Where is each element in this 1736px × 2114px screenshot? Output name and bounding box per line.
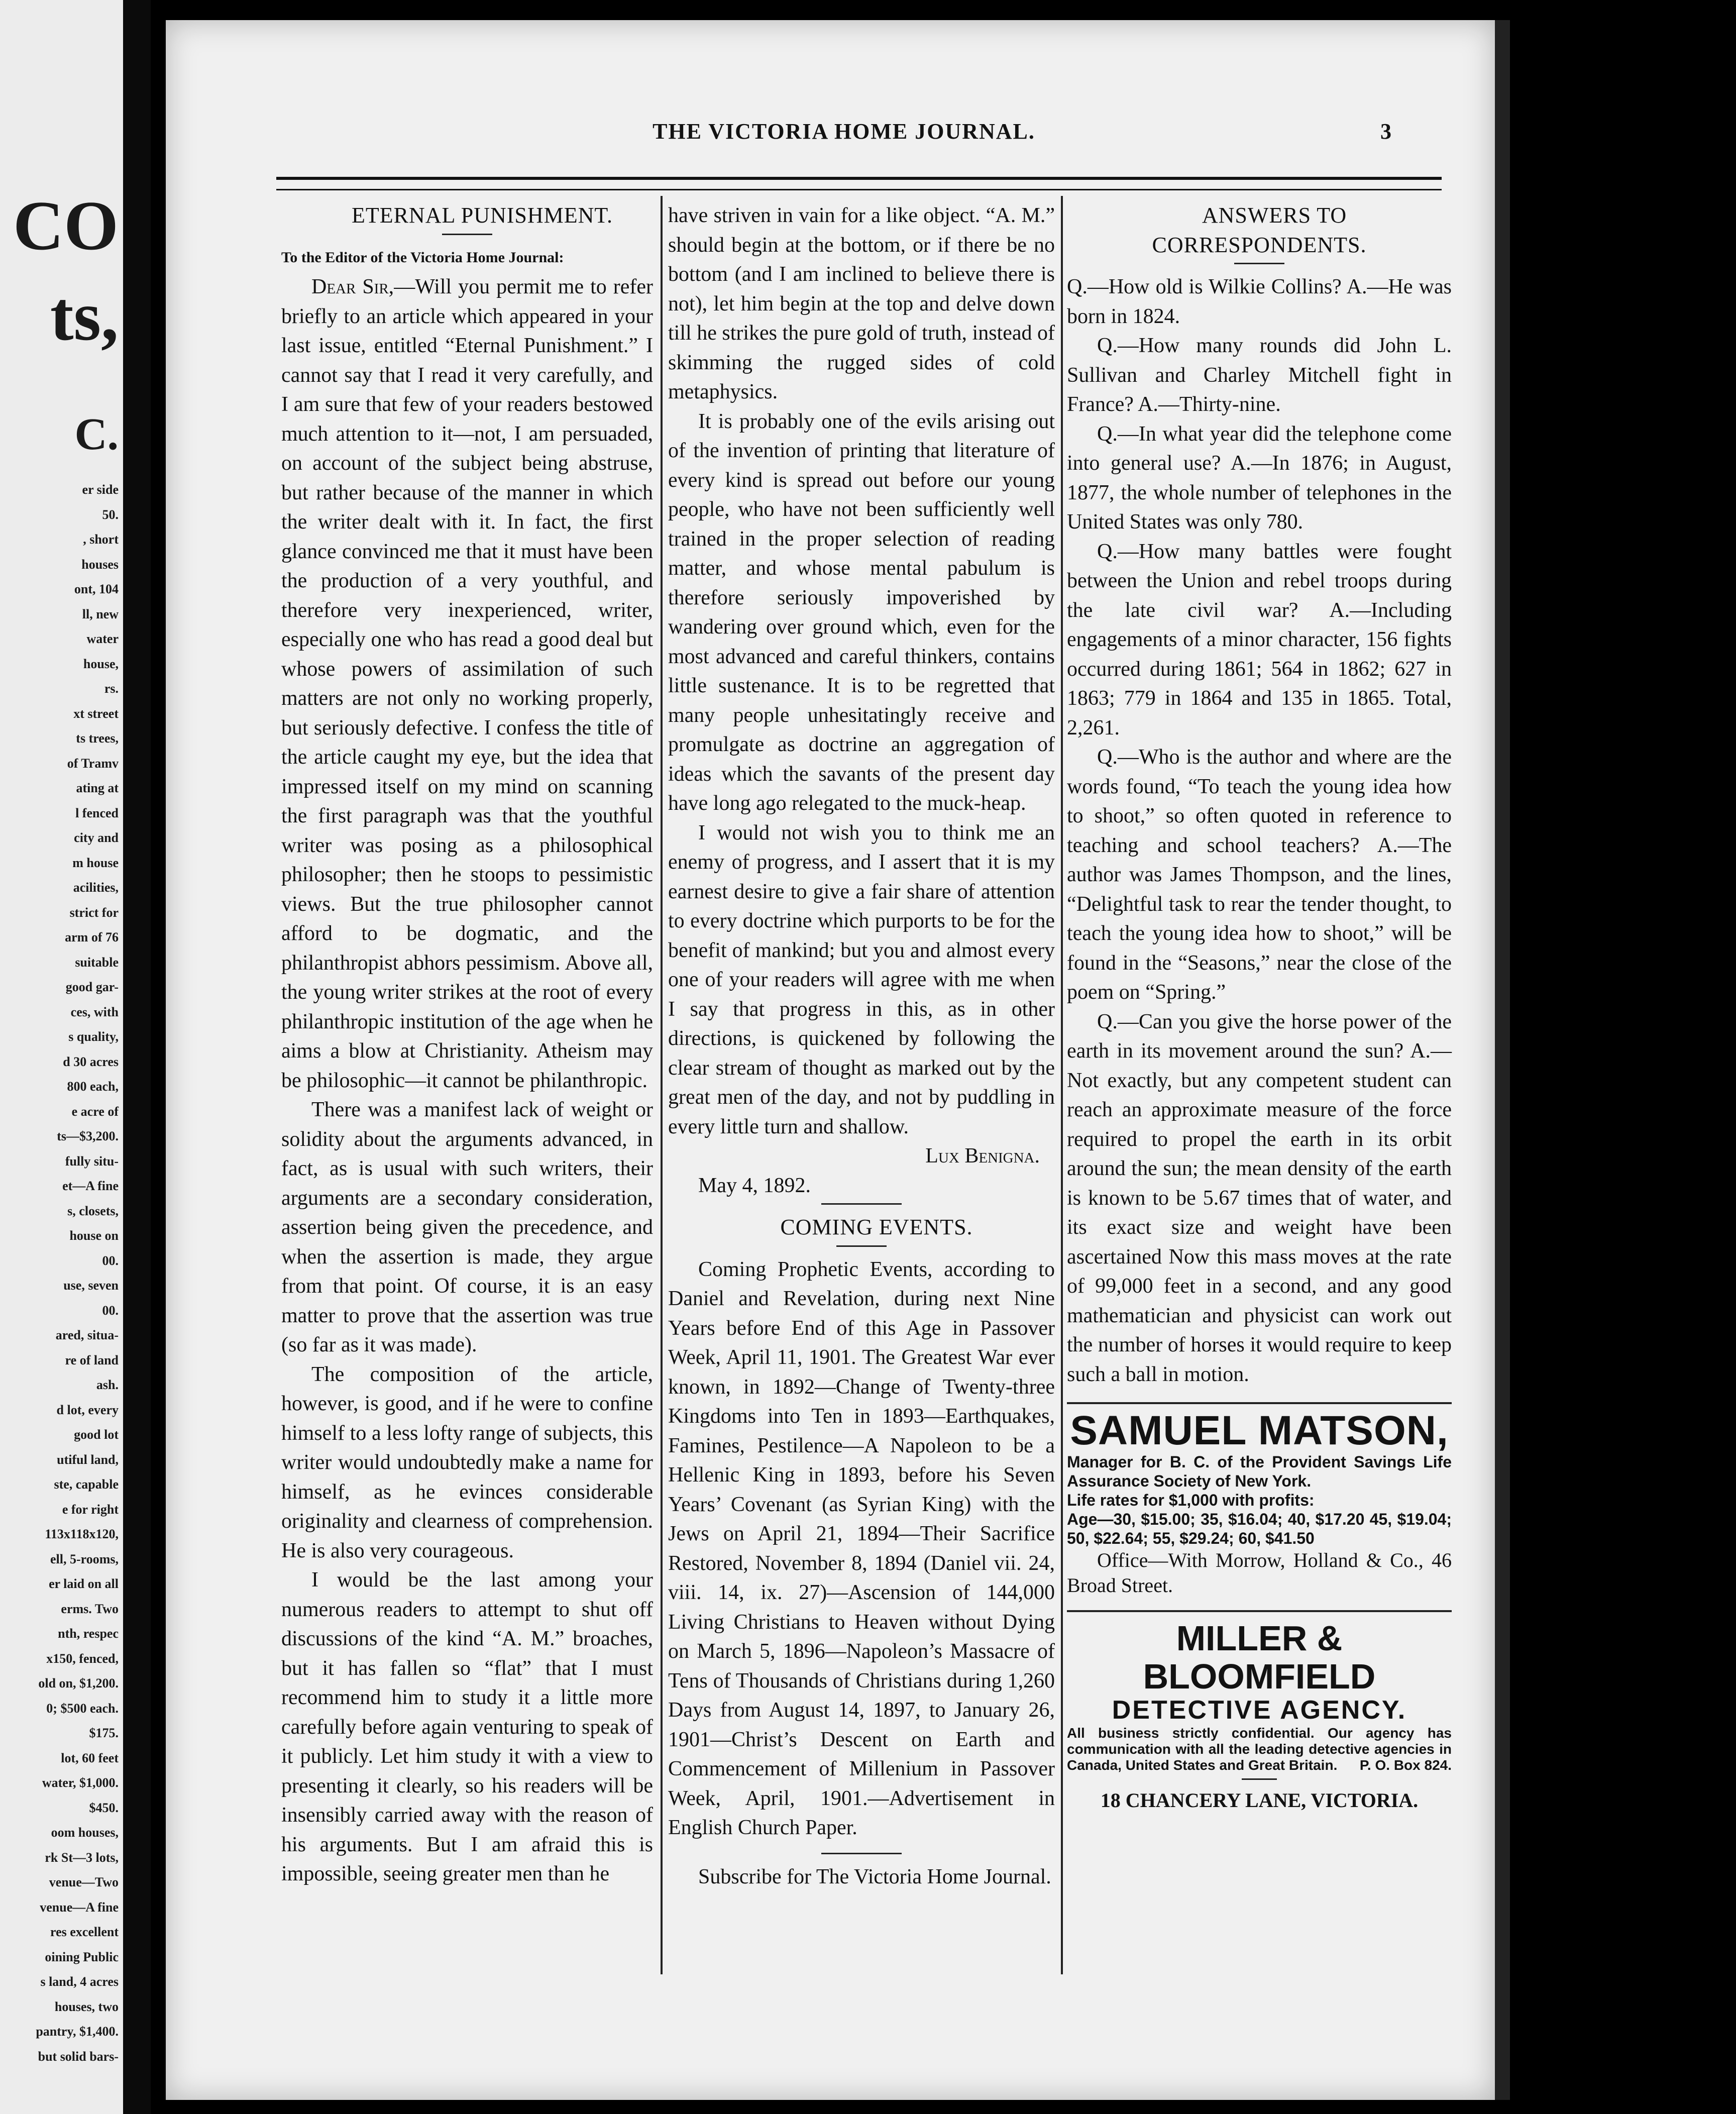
fragment-line: good lot (74, 1427, 119, 1442)
article-paragraph: There was a manifest lack of weight or solidity about the arguments advanced, in fact, as is usual with such writers, their arguments are a secondary consideration, assertion being given the precedence, and when the assertion is made, they argue from that point. Of course, it is an easy matter to prove that the assertion was true (so far as it was made). (281, 1098, 653, 1356)
fragment-line: $450. (89, 1800, 119, 1815)
column-middle (668, 201, 1055, 1891)
subscribe-notice: Subscribe for The Victoria Home Journal. (698, 1865, 1051, 1888)
fragment-line: use, seven (63, 1278, 119, 1293)
fragment-line: 00. (102, 1253, 119, 1268)
fragment-line: good gar- (65, 980, 119, 994)
section-rule (821, 1203, 902, 1205)
article-paragraph: have striven in vain for a like object. “A. M.” should begin at the bottom, or if there be no bottom (and I am inclined to believe there is not), let him begin at the top and delve down till he strikes the pure gold of truth, instead of skimming the rugged sides of cold metaphysics. (668, 204, 1055, 403)
fragment-line: d lot, every (56, 1402, 119, 1417)
article-paragraph: I would not wish you to think me an enemy of progress, and I assert that it is my earnest desire to give a fair share of attention to every doctrine which purports to be for the benefit of mankind; but you and almost every one of your readers will agree with me when I say that progress in this, as in other directions, is quickened by following the clear stream of thought as marked out by the great men of the day, and not by puddling in every little turn and shallow. (668, 821, 1055, 1138)
fragment-line: rk St—3 lots, (45, 1850, 119, 1865)
advertisement-matson (1067, 1402, 1452, 1598)
fragment-line: rs. (104, 681, 119, 696)
fragment-line: old on, $1,200. (38, 1676, 119, 1690)
fragment-line: ont, 104 (74, 582, 119, 596)
fragment-line: e for right (62, 1502, 119, 1517)
fragment-line: 00. (102, 1303, 119, 1318)
dateline: May 4, 1892. (698, 1174, 811, 1197)
column-answers (1067, 201, 1452, 1815)
fragment-line: 800 each, (67, 1079, 119, 1094)
fragment-line: venue—Two (49, 1875, 119, 1889)
fragment-line: d 30 acres (63, 1054, 119, 1069)
fragment-line: re of land (65, 1352, 119, 1367)
fragment-line: s, closets, (67, 1203, 119, 1218)
fragment-line: suitable (75, 955, 119, 970)
fragment-line: strict for (69, 905, 119, 920)
fragment-line: pantry, $1,400. (36, 2024, 119, 2039)
column-eternal-punishment (281, 201, 653, 1889)
fragment-line: ating at (76, 781, 119, 795)
fragment-line: x150, fenced, (46, 1651, 119, 1666)
section-rule (821, 1853, 902, 1854)
fragment-line: ll, new (82, 606, 119, 621)
ad-rule (1242, 1778, 1277, 1780)
adjacent-page-fragment (0, 0, 151, 2114)
qa-item: Q.—In what year did the telephone come into general use? A.—In 1876; in August, 1877, the whole number of telephones in the United States was only 780. (1067, 422, 1452, 534)
fragment-heading-line: ts, (50, 277, 119, 355)
running-head: THE VICTORIA HOME JOURNAL. (653, 119, 1035, 144)
page-edge (1495, 20, 1510, 2100)
fragment-line: houses (81, 557, 119, 572)
fragment-line: , short (83, 532, 119, 547)
fragment-line: house, (83, 656, 119, 671)
fragment-line: er laid on all (49, 1576, 119, 1591)
ad-po-box: P. O. Box 824. (1359, 1757, 1452, 1773)
article-paragraph: I would be the last among your numerous readers to attempt to shut off discussions of the kind “A. M.” broaches, but it has fallen so “flat” that I must recommend him to study it a little more carefully before again venturing to speak of it publicly. Let him study it with a view to presenting it clearly, so his readers will be insensibly carried away with the reason of his arguments. But I am afraid this is impossible, seeing greater men than he (281, 1568, 653, 1885)
page-number: 3 (1380, 119, 1391, 144)
fragment-line: ts—$3,200. (57, 1129, 119, 1143)
ad-line: Manager for B. C. of the Provident Savings Life Assurance Society of New York. (1067, 1453, 1452, 1490)
article-paragraph: It is probably one of the evils arising out of the invention of printing that literature of every kind is spread out before our young people, who have not been sufficiently well trained in the proper selection of reading matter, and whose mental pabulum is therefore seriously impoverished by wandering over ground which, even for the most advanced and careful thinkers, contains little sustenance. It is to be regretted that many people unhesitatingly receive and promulgate as doctrine an aggregation of ideas which the savants of the present day have long ago relegated to the muck-heap. (668, 409, 1055, 815)
fragment-line: ash. (96, 1378, 119, 1392)
fragment-line: acilities, (73, 880, 119, 895)
fragment-line: lot, 60 feet (61, 1750, 119, 1765)
fragment-line: 113x118x120, (45, 1527, 119, 1541)
article-paragraph: The composition of the article, however, is good, and if he were to confine himself to a less lofty range of subjects, this writer would undoubtedly make a name for himself, as he evinces considerable originality and clearness of comprehension. He is also very courageous. (281, 1362, 653, 1562)
headline-rule (442, 234, 492, 235)
fragment-line: ell, 5-rooms, (50, 1551, 119, 1566)
coming-events-headline: COMING EVENTS. (780, 1215, 973, 1239)
ad-subtitle: DETECTIVE AGENCY. (1112, 1696, 1407, 1725)
ad-title: MILLER & BLOOMFIELD (1143, 1619, 1376, 1696)
fragment-line: ces, with (70, 1004, 119, 1019)
fragment-line: l fenced (75, 805, 119, 820)
coming-events-text: Coming Prophetic Events, according to Daniel and Revelation, during next Nine Years before End of this Age in Passover Week, April 11, 1901. The Greatest War ever known, in 1892—Change of Twenty-three Kingdoms into Ten in 1893—Earthquakes, Famines, Pestilence—A Napoleon to be a Hellenic King in 1893, before his Seven Years’ Covenant (as Syrian King) with the Jews on April 21, 1894—Their Sacrifice Restored, November 8, 1894 (Daniel vii. 24, viii. 14, ix. 27)—Ascension of 144,000 Living Christians to Heaven without Dying on March 5, 1896—Napoleon’s Massacre of Tens of Thousands of Christians during 1,260 Days from August 14, 1897, to January 26, 1901—Christ’s Descent on Earth and Commencement of Millenium in Passover Week, April, 1901.—Advertisement in English Church Paper. (668, 1257, 1055, 1839)
qa-item: Q.—Who is the author and where are the words found, “To teach the young idea how to shoot,” so often quoted in reference to teaching and school teachers? A.—The author was James Thompson, and the lines, “Delightful task to rear the tender thought, to teach the young idea how to shoot,” will be found in the “Seasons,” near the close of the poem on “Spring.” (1067, 746, 1452, 1004)
headline-rule (1234, 263, 1284, 264)
answers-headline: ANSWERS TO CORRESPONDENTS. (1152, 203, 1367, 257)
fragment-line: fully situ- (65, 1153, 119, 1169)
article-paragraph (281, 272, 653, 1095)
column-rule (1061, 196, 1063, 1974)
fragment-line: er side (82, 482, 119, 497)
fragment-line: et—A fine (62, 1179, 119, 1193)
fragment-line: ts trees, (76, 731, 119, 746)
fragment-line: water, $1,000. (42, 1775, 119, 1790)
qa-item: Q.—How old is Wilkie Collins? A.—He was born in 1824. (1067, 275, 1452, 328)
advertisement-miller-bloomfield (1067, 1610, 1452, 1815)
headline-rule (836, 1245, 887, 1247)
fragment-line: nth, respec (58, 1626, 119, 1641)
fragment-line: $175. (89, 1726, 119, 1740)
fragment-line: house on (69, 1228, 119, 1243)
signature: Lux Benigna. (925, 1144, 1040, 1168)
fragment-line: but solid bars- (38, 2049, 119, 2064)
fragment-line: 50. (102, 507, 119, 522)
fragment-line: s quality, (68, 1029, 119, 1044)
article-headline: ETERNAL PUNISHMENT. (351, 203, 613, 228)
fragment-line: of Tramv (67, 756, 119, 771)
fragment-line: ste, capable (54, 1477, 119, 1492)
fragment-line: oom houses, (51, 1825, 119, 1840)
qa-item: Q.—Can you give the horse power of the earth in its movement around the sun? A.—Not exactly, but any competent student can reach an approximate measure of the force required to propel the earth in its orbit around the sun; the mean density of the earth is known to be 5.67 times that of water, and its exact size and weight have been ascertained Now this mass moves at the rate of 99,000 feet in a second, and any good mathematician and physicist can work out the number of horses it would require to keep such a ball in motion. (1067, 1010, 1452, 1386)
fragment-line: water (86, 631, 119, 646)
fragment-line: xt street (73, 706, 119, 721)
fragment-line: erms. Two (61, 1601, 119, 1616)
ad-fine-print (1067, 1725, 1452, 1773)
salutation: Dear Sir, (311, 275, 394, 298)
fragment-line: e acre of (71, 1104, 119, 1119)
fragment-line: arm of 76 (65, 930, 119, 944)
ad-title: SAMUEL MATSON, (1070, 1408, 1449, 1453)
fragment-line: venue—A fine (40, 1899, 119, 1915)
ad-line: Life rates for $1,000 with profits: (1067, 1491, 1315, 1509)
fragment-line: res excellent (50, 1925, 119, 1939)
ad-address: 18 CHANCERY LANE, VICTORIA. (1100, 1788, 1419, 1812)
ad-line: Office—With Morrow, Holland & Co., 46 Broad Street. (1067, 1549, 1452, 1597)
fragment-line: m house (72, 855, 119, 870)
ad-line: Age—30, $15.00; 35, $16.04; 40, $17.20 45, $19.04; 50, $22.64; 55, $29.24; 60, $41.50 (1067, 1510, 1452, 1547)
fragment-heading-line: C. (74, 409, 119, 459)
fragment-heading-line: CO (13, 187, 119, 265)
header-rule (276, 177, 1442, 180)
fragment-line: oining Public (45, 1949, 119, 1964)
fragment-line: ared, situa- (55, 1328, 119, 1342)
fragment-line: s land, 4 acres (40, 1974, 119, 1989)
page-gutter (123, 0, 151, 2114)
fragment-line: city and (74, 830, 119, 845)
qa-item: Q.—How many battles were fought between the Union and rebel troops during the late civil war? A.—Including engagements of a minor character, 156 fights occurred during 1861; 564 in 1862; 627 in 1863; 779 in 1864 and 135 in 1865. Total, 2,261. (1067, 540, 1452, 739)
column-rule (661, 196, 663, 1974)
qa-item: Q.—How many rounds did John L. Sullivan and Charley Mitchell fight in France? A.—Thirty-nine. (1067, 334, 1452, 416)
editor-address: To the Editor of the Victoria Home Journal: (281, 249, 564, 266)
fragment-line: houses, two (54, 1999, 119, 2014)
fragment-line: 0; $500 each. (46, 1701, 119, 1716)
header-rule (276, 189, 1442, 190)
fragment-line: utiful land, (57, 1452, 119, 1467)
ad-fine-text: All business strictly confidential. Our agency has communication with all the leading detective agencies in Canada, United States and Great Britain. (1067, 1725, 1452, 1773)
paragraph-text: —Will you permit me to refer briefly to an article which appeared in your last issue, entitled “Eternal Punishment.” I cannot say that I read it very carefully, and I am sure that few of your readers bestowed much attention to it—not, I am persuaded, on account of the subject being abstruse, but rather because of the manner in which the writer dealt with it. In fact, the first glance convinced me that it must have been the production of a very youthful, and therefore very inexperienced, writer, especially one who has read a good deal but whose powers of assimilation of such matters are not only no working properly, but seriously defective. I confess the title of the article caught my eye, but the idea that impressed itself on my mind on scanning the first paragraph was that the youthful writer was posing as a philosophical philosopher; then he stoops to pessimistic views. But the true philosopher cannot afford to be dogmatic, and the philanthropist abhors pessimism. Above all, the young writer strikes at the root of every philanthropic institution of the age when he aims a blow at Christianity. Atheism may be philosophic—it cannot be philanthropic. (281, 275, 653, 1092)
